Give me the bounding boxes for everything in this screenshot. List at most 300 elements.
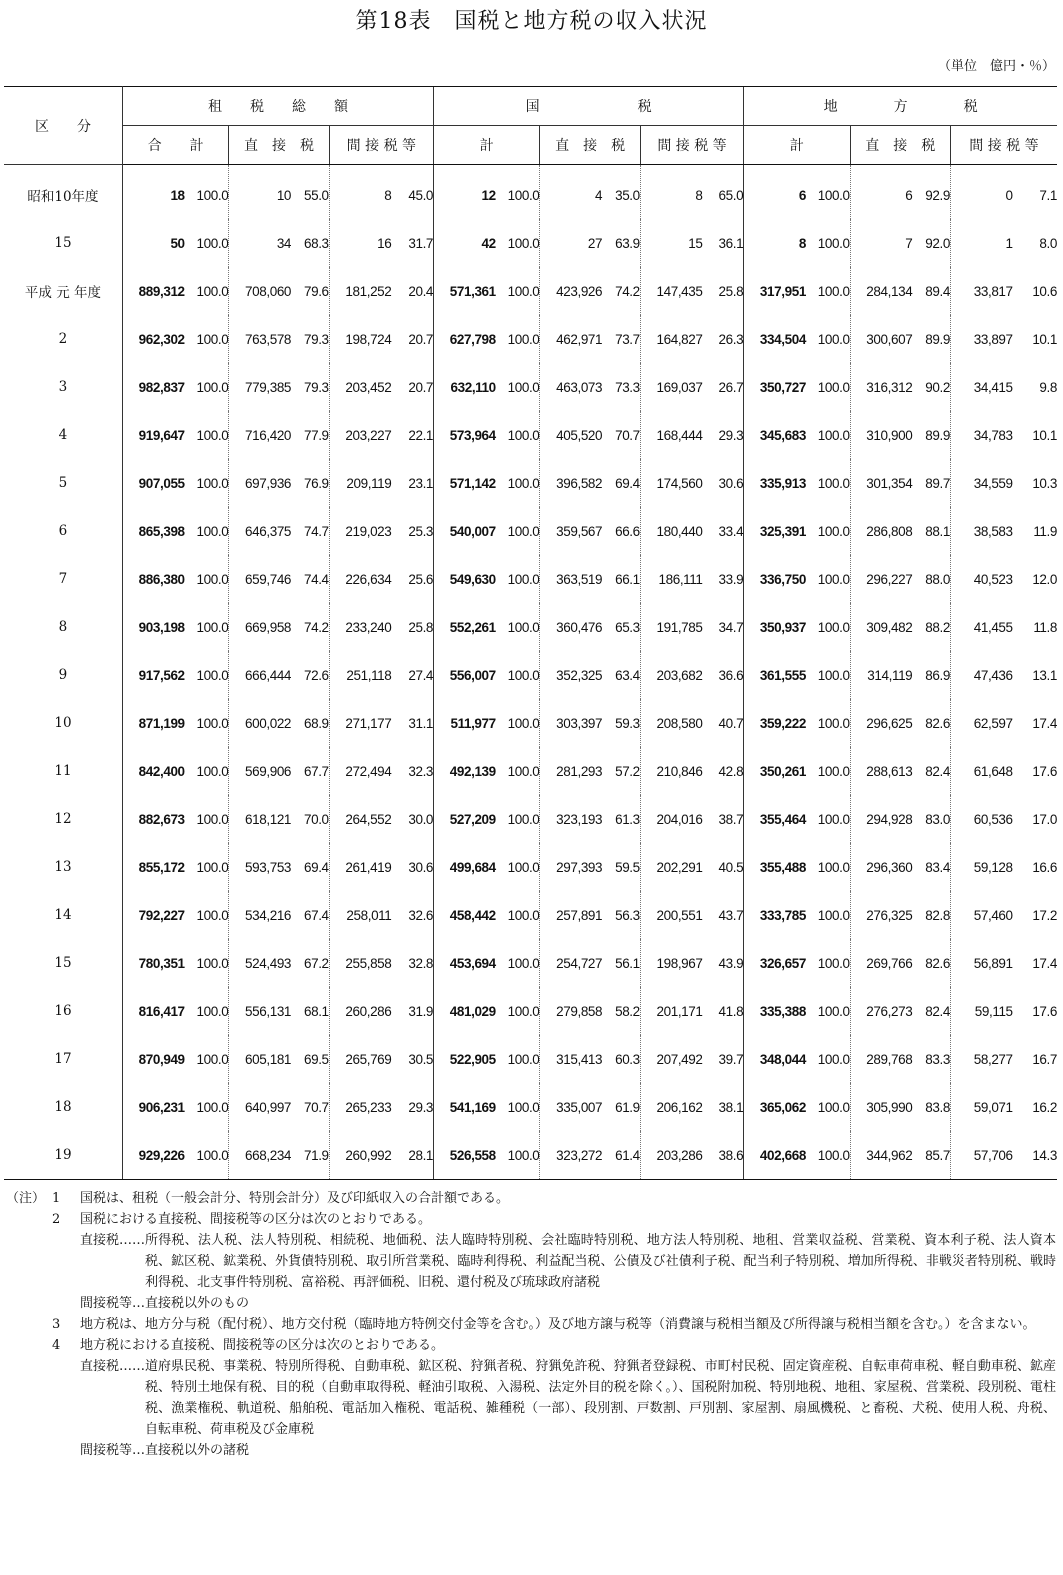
cell-total-direct-pct: 79.6 (303, 283, 329, 299)
cell-national-direct-pct: 58.2 (615, 1003, 640, 1019)
cell-total-indirect-pct: 23.1 (408, 475, 434, 491)
cell-local-indirect-pct: 11.9 (1033, 523, 1057, 539)
cell-total-sum: 906,231 (138, 1099, 185, 1115)
cell-national-indirect-pct: 34.7 (718, 619, 744, 635)
cell-national-direct-pct: 61.3 (615, 811, 640, 827)
header-kubun: 区 分 (4, 87, 122, 165)
cell-national-direct-pct: 61.9 (615, 1099, 640, 1115)
cell-total-indirect-pct: 31.7 (408, 235, 434, 251)
cell-total-sum-pct: 100.0 (196, 331, 229, 347)
cell-local-direct: 294,928 (850, 795, 912, 843)
cell-total-sum: 865,398 (138, 523, 185, 539)
cell-local-direct-pct: 89.9 (925, 427, 950, 443)
header-local-indirect: 間 接 税 等 (950, 126, 1057, 165)
cell-local-direct-pct: 89.7 (925, 475, 950, 491)
cell-national-sum-pct: 100.0 (507, 427, 540, 443)
cell-local-direct: 7 (850, 219, 912, 267)
cell-national-sum: 571,142 (434, 459, 496, 507)
cell-total-direct: 593,753 (229, 843, 291, 891)
cell-national-sum: 453,694 (434, 939, 496, 987)
cell-local-sum-pct: 100.0 (817, 1099, 850, 1115)
cell-total-direct: 605,181 (229, 1035, 291, 1083)
cell-total-indirect-pct: 31.9 (408, 1003, 434, 1019)
table-row (4, 459, 1057, 507)
cell-national-direct-pct: 60.3 (615, 1051, 640, 1067)
cell-local-direct: 288,613 (850, 747, 912, 795)
cell-local-sum: 402,668 (744, 1131, 806, 1180)
cell-local-indirect: 40,523 (950, 555, 1012, 603)
row-label: 昭和10年度 (4, 165, 122, 220)
cell-national-direct: 335,007 (540, 1083, 602, 1131)
cell-national-direct-pct: 59.3 (615, 715, 640, 731)
cell-total-direct: 10 (229, 165, 291, 220)
cell-national-direct-pct: 70.7 (615, 427, 640, 443)
cell-local-indirect-pct: 17.0 (1032, 811, 1057, 827)
cell-total-indirect: 226,634 (329, 555, 391, 603)
cell-local-direct: 286,808 (850, 507, 912, 555)
cell-local-indirect: 62,597 (950, 699, 1012, 747)
cell-total-direct: 640,997 (229, 1083, 291, 1131)
row-label: 15 (4, 939, 122, 987)
cell-local-sum: 365,062 (744, 1083, 806, 1131)
cell-local-sum-pct: 100.0 (817, 763, 850, 779)
cell-national-direct-pct: 56.3 (615, 907, 640, 923)
cell-total-direct: 569,906 (229, 747, 291, 795)
cell-national-indirect: 164,827 (640, 315, 702, 363)
cell-national-indirect-pct: 43.7 (718, 907, 744, 923)
cell-national-sum: 556,007 (434, 651, 496, 699)
cell-local-sum-pct: 100.0 (817, 331, 850, 347)
cell-total-indirect-pct: 20.4 (408, 283, 434, 299)
table-row (4, 315, 1057, 363)
cell-national-sum: 511,977 (434, 699, 496, 747)
cell-national-sum-pct: 100.0 (507, 475, 540, 491)
row-label: 12 (4, 795, 122, 843)
cell-local-indirect: 57,460 (950, 891, 1012, 939)
cell-local-direct-pct: 85.7 (912, 1131, 950, 1180)
cell-local-indirect-pct: 17.6 (1032, 1003, 1057, 1019)
cell-total-sum: 917,562 (138, 667, 185, 683)
cell-national-indirect-pct: 33.4 (718, 523, 744, 539)
cell-local-indirect-pct: 10.6 (1032, 283, 1057, 299)
cell-national-direct: 323,272 (540, 1131, 602, 1180)
cell-national-indirect-pct: 42.8 (718, 763, 744, 779)
cell-local-direct: 305,990 (850, 1083, 912, 1131)
cell-local-indirect: 41,455 (950, 603, 1012, 651)
cell-national-direct: 352,325 (540, 651, 602, 699)
cell-national-indirect: 204,016 (640, 795, 702, 843)
cell-total-sum-pct: 100.0 (196, 715, 229, 731)
cell-total-indirect: 261,419 (329, 843, 391, 891)
cell-total-direct: 534,216 (229, 891, 291, 939)
cell-total-indirect-pct: 30.6 (408, 859, 434, 875)
unit-label: （単位 億円・％） (937, 59, 1055, 74)
cell-local-indirect-pct: 10.1 (1032, 331, 1057, 347)
cell-total-sum: 780,351 (138, 955, 185, 971)
cell-national-indirect-pct: 43.9 (718, 955, 744, 971)
cell-total-indirect-pct: 27.4 (408, 667, 434, 683)
cell-local-sum-pct: 100.0 (817, 283, 850, 299)
cell-total-indirect: 181,252 (329, 267, 391, 315)
cell-total-sum: 882,673 (138, 811, 185, 827)
cell-local-direct: 310,900 (850, 411, 912, 459)
cell-national-sum: 492,139 (434, 747, 496, 795)
header-total-sum: 合 計 (122, 126, 228, 165)
cell-local-direct-pct: 82.4 (925, 1003, 950, 1019)
cell-local-direct-pct: 83.4 (925, 859, 950, 875)
cell-national-direct-pct: 56.1 (615, 955, 640, 971)
cell-total-sum: 962,302 (138, 331, 185, 347)
row-label: 18 (4, 1083, 122, 1131)
cell-total-direct: 716,420 (229, 411, 291, 459)
cell-local-direct: 309,482 (850, 603, 912, 651)
table-row (4, 747, 1057, 795)
cell-local-indirect: 34,783 (950, 411, 1012, 459)
cell-local-sum-pct: 100.0 (817, 859, 850, 875)
cell-total-sum: 50 (170, 235, 185, 251)
cell-national-direct-pct: 74.2 (615, 283, 640, 299)
cell-total-indirect: 272,494 (329, 747, 391, 795)
cell-national-indirect-pct: 36.1 (718, 235, 744, 251)
cell-local-indirect: 59,115 (950, 987, 1012, 1035)
cell-total-indirect-pct: 32.6 (408, 907, 434, 923)
cell-national-sum-pct: 100.0 (507, 619, 540, 635)
row-label: 17 (4, 1035, 122, 1083)
notes-mark: （注） (6, 1191, 46, 1206)
cell-total-indirect-pct: 45.0 (408, 187, 434, 203)
cell-total-indirect-pct: 30.5 (408, 1051, 434, 1067)
cell-national-sum: 527,209 (434, 795, 496, 843)
cell-local-sum: 335,913 (744, 459, 806, 507)
cell-local-direct: 316,312 (850, 363, 912, 411)
cell-local-indirect: 34,415 (950, 363, 1012, 411)
cell-local-indirect: 34,559 (950, 459, 1012, 507)
table-row (4, 795, 1057, 843)
cell-total-indirect: 265,769 (329, 1035, 391, 1083)
cell-total-indirect: 265,233 (329, 1083, 391, 1131)
cell-local-indirect: 59,128 (950, 843, 1012, 891)
note-4-direct-heading: 直接税…… (80, 1359, 146, 1374)
cell-national-direct: 297,393 (540, 843, 602, 891)
cell-local-indirect: 61,648 (950, 747, 1012, 795)
cell-national-sum-pct: 100.0 (507, 763, 540, 779)
cell-total-sum-pct: 100.0 (196, 1051, 229, 1067)
cell-local-sum-pct: 100.0 (817, 1003, 850, 1019)
cell-total-sum-pct: 100.0 (196, 667, 229, 683)
cell-national-sum-pct: 100.0 (507, 331, 540, 347)
cell-national-direct: 462,971 (540, 315, 602, 363)
table-row (4, 363, 1057, 411)
cell-total-indirect: 203,452 (329, 363, 391, 411)
cell-national-direct-pct: 69.4 (615, 475, 640, 491)
cell-national-sum-pct: 100.0 (507, 811, 540, 827)
cell-local-direct-pct: 83.0 (925, 811, 950, 827)
cell-total-direct-pct: 67.4 (303, 907, 329, 923)
cell-local-indirect-pct: 17.4 (1032, 955, 1057, 971)
table-row (4, 939, 1057, 987)
cell-national-indirect-pct: 25.8 (718, 283, 744, 299)
table-row (4, 219, 1057, 267)
cell-local-direct: 300,607 (850, 315, 912, 363)
cell-local-direct-pct: 88.1 (925, 523, 950, 539)
cell-total-direct-pct: 79.3 (303, 331, 329, 347)
cell-total-direct-pct: 72.6 (303, 667, 329, 683)
cell-national-direct-pct: 57.2 (615, 763, 640, 779)
cell-local-direct-pct: 92.9 (925, 187, 950, 203)
cell-local-indirect-pct: 16.6 (1032, 859, 1057, 875)
cell-total-direct: 669,958 (229, 603, 291, 651)
header-group-total: 租 税 総 額 (122, 87, 433, 126)
note-2-direct-heading: 直接税…… (80, 1233, 146, 1248)
cell-national-indirect: 15 (640, 219, 702, 267)
cell-total-sum-pct: 100.0 (196, 379, 229, 395)
cell-total-sum: 855,172 (138, 859, 185, 875)
row-label: 2 (4, 315, 122, 363)
cell-total-direct: 668,234 (229, 1131, 291, 1180)
header-national-direct: 直 接 税 (540, 126, 640, 165)
cell-local-sum-pct: 100.0 (806, 1131, 850, 1180)
cell-local-sum-pct: 100.0 (817, 811, 850, 827)
row-label: 5 (4, 459, 122, 507)
cell-total-direct: 34 (229, 219, 291, 267)
cell-national-sum: 540,007 (434, 507, 496, 555)
cell-national-indirect: 203,682 (640, 651, 702, 699)
cell-total-indirect-pct: 32.3 (408, 763, 434, 779)
cell-national-sum: 12 (434, 165, 496, 220)
cell-total-indirect-pct: 28.1 (391, 1131, 433, 1180)
cell-local-sum-pct: 100.0 (817, 1051, 850, 1067)
cell-total-direct: 556,131 (229, 987, 291, 1035)
cell-national-indirect: 186,111 (640, 555, 702, 603)
cell-national-sum-pct: 100.0 (507, 283, 540, 299)
cell-local-sum: 350,727 (744, 363, 806, 411)
cell-local-indirect-pct: 12.0 (1032, 571, 1057, 587)
cell-national-indirect-pct: 38.6 (703, 1131, 744, 1180)
cell-total-indirect: 271,177 (329, 699, 391, 747)
cell-local-sum-pct: 100.0 (817, 667, 850, 683)
cell-local-direct: 301,354 (850, 459, 912, 507)
cell-local-sum: 355,464 (744, 795, 806, 843)
cell-total-indirect: 219,023 (329, 507, 391, 555)
cell-local-indirect: 58,277 (950, 1035, 1012, 1083)
cell-local-indirect-pct: 9.8 (1039, 379, 1057, 395)
cell-national-direct-pct: 66.1 (615, 571, 640, 587)
cell-total-sum-pct: 100.0 (196, 619, 229, 635)
cell-national-direct: 279,858 (540, 987, 602, 1035)
cell-national-direct: 423,926 (540, 267, 602, 315)
row-label: 7 (4, 555, 122, 603)
cell-local-indirect: 38,583 (950, 507, 1012, 555)
cell-national-indirect: 191,785 (640, 603, 702, 651)
cell-total-direct: 646,375 (229, 507, 291, 555)
cell-total-indirect-pct: 25.8 (408, 619, 434, 635)
cell-local-sum-pct: 100.0 (817, 523, 850, 539)
cell-local-indirect-pct: 11.8 (1033, 619, 1057, 635)
cell-local-direct-pct: 88.2 (925, 619, 950, 635)
cell-national-direct-pct: 61.4 (602, 1131, 640, 1180)
cell-total-sum: 929,226 (122, 1131, 184, 1180)
cell-national-direct: 405,520 (540, 411, 602, 459)
cell-national-indirect-pct: 40.5 (718, 859, 744, 875)
table-row (4, 843, 1057, 891)
cell-national-direct: 363,519 (540, 555, 602, 603)
cell-total-sum-pct: 100.0 (196, 283, 229, 299)
cell-local-direct-pct: 82.8 (925, 907, 950, 923)
cell-total-sum: 842,400 (138, 763, 185, 779)
cell-national-direct: 463,073 (540, 363, 602, 411)
cell-local-sum-pct: 100.0 (817, 187, 850, 203)
cell-national-indirect-pct: 39.7 (718, 1051, 744, 1067)
cell-local-direct-pct: 83.8 (925, 1099, 950, 1115)
cell-national-direct: 281,293 (540, 747, 602, 795)
cell-national-direct: 257,891 (540, 891, 602, 939)
cell-local-direct: 269,766 (850, 939, 912, 987)
cell-national-sum-pct: 100.0 (507, 859, 540, 875)
cell-national-sum: 549,630 (434, 555, 496, 603)
row-label: 3 (4, 363, 122, 411)
cell-local-direct-pct: 92.0 (925, 235, 950, 251)
cell-local-indirect-pct: 8.0 (1039, 235, 1057, 251)
cell-national-indirect-pct: 38.1 (718, 1099, 744, 1115)
cell-local-sum-pct: 100.0 (817, 907, 850, 923)
cell-local-indirect: 33,817 (950, 267, 1012, 315)
cell-national-indirect: 201,171 (640, 987, 702, 1035)
cell-local-indirect-pct: 10.3 (1032, 475, 1057, 491)
row-label: 4 (4, 411, 122, 459)
cell-total-direct: 708,060 (229, 267, 291, 315)
cell-local-sum: 335,388 (744, 987, 806, 1035)
note-2-number: 2 (52, 1212, 61, 1227)
cell-national-indirect: 207,492 (640, 1035, 702, 1083)
cell-total-direct: 779,385 (229, 363, 291, 411)
cell-national-sum-pct: 100.0 (507, 1051, 540, 1067)
cell-local-sum: 336,750 (744, 555, 806, 603)
cell-total-direct-pct: 79.3 (303, 379, 329, 395)
cell-local-direct-pct: 83.3 (925, 1051, 950, 1067)
row-label: 8 (4, 603, 122, 651)
tax-revenue-table (4, 86, 1057, 1180)
cell-local-indirect-pct: 13.1 (1032, 667, 1057, 683)
cell-local-sum: 325,391 (744, 507, 806, 555)
cell-national-indirect-pct: 41.8 (718, 1003, 744, 1019)
cell-local-indirect-pct: 17.6 (1032, 763, 1057, 779)
cell-local-direct-pct: 89.4 (925, 283, 950, 299)
cell-local-direct: 6 (850, 165, 912, 220)
cell-total-sum-pct: 100.0 (196, 1099, 229, 1115)
cell-national-indirect-pct: 29.3 (718, 427, 744, 443)
cell-total-direct-pct: 69.5 (303, 1051, 329, 1067)
cell-total-sum-pct: 100.0 (196, 907, 229, 923)
row-label: 19 (4, 1131, 122, 1180)
cell-total-indirect: 203,227 (329, 411, 391, 459)
cell-total-direct-pct: 74.7 (303, 523, 329, 539)
cell-total-direct-pct: 70.0 (303, 811, 329, 827)
table-row (4, 699, 1057, 747)
cell-national-direct: 396,582 (540, 459, 602, 507)
cell-national-sum-pct: 100.0 (507, 715, 540, 731)
cell-local-sum: 355,488 (744, 843, 806, 891)
note-4-indirect: 間接税等…直接税以外の諸税 (80, 1443, 250, 1458)
cell-total-sum-pct: 100.0 (196, 1003, 229, 1019)
header-local-direct: 直 接 税 (850, 126, 950, 165)
cell-local-direct-pct: 82.4 (925, 763, 950, 779)
header-group-local: 地 方 税 (744, 87, 1057, 126)
cell-total-indirect-pct: 32.8 (408, 955, 434, 971)
cell-local-sum-pct: 100.0 (817, 379, 850, 395)
cell-local-indirect-pct: 7.1 (1039, 187, 1057, 203)
cell-national-sum-pct: 100.0 (507, 667, 540, 683)
cell-national-indirect-pct: 30.6 (718, 475, 744, 491)
cell-national-direct: 323,193 (540, 795, 602, 843)
cell-national-sum-pct: 100.0 (507, 1099, 540, 1115)
cell-national-sum-pct: 100.0 (507, 571, 540, 587)
cell-local-indirect-pct: 17.2 (1032, 907, 1057, 923)
cell-local-direct: 289,768 (850, 1035, 912, 1083)
cell-total-direct: 600,022 (229, 699, 291, 747)
cell-local-sum: 8 (744, 219, 806, 267)
cell-total-direct-pct: 67.7 (303, 763, 329, 779)
table-body (4, 165, 1057, 1180)
cell-local-indirect: 0 (950, 165, 1012, 220)
cell-national-indirect: 168,444 (640, 411, 702, 459)
cell-total-direct: 618,121 (229, 795, 291, 843)
cell-total-indirect-pct: 22.1 (408, 427, 434, 443)
cell-national-indirect: 203,286 (640, 1131, 702, 1180)
cell-national-indirect-pct: 26.7 (718, 379, 744, 395)
cell-total-indirect: 264,552 (329, 795, 391, 843)
cell-national-indirect-pct: 40.7 (718, 715, 744, 731)
cell-total-direct-pct: 71.9 (291, 1131, 329, 1180)
cell-total-indirect-pct: 25.3 (408, 523, 434, 539)
cell-national-direct-pct: 65.3 (615, 619, 640, 635)
cell-total-direct: 697,936 (229, 459, 291, 507)
cell-local-sum-pct: 100.0 (817, 955, 850, 971)
cell-total-direct-pct: 68.9 (303, 715, 329, 731)
cell-total-sum-pct: 100.0 (196, 955, 229, 971)
cell-national-sum: 627,798 (434, 315, 496, 363)
note-4-direct-list: 道府県民税、事業税、特別所得税、自動車税、鉱区税、狩猟者税、狩猟免許税、狩猟者登録税、市町村民税、固定資産税、自転車荷車税、軽自動車税、鉱産税、特別土地保有税、目的税（自動車取得税、軽油引取税、入湯税、法定外目的税を除く。）、国税附加税、特別地税、地租、家屋税、営業税、段別税、電柱税、漁業権税、軌道税、船舶税、電話加入権税、電話税、雑種税（一部）、段別割、戸数割、戸別割、家屋割、扇風機税、と畜税、犬税、使用人税、舟税、自転車税、荷車税及び金庫税 (145, 1359, 1056, 1437)
cell-total-sum-pct: 100.0 (196, 571, 229, 587)
cell-national-sum: 571,361 (434, 267, 496, 315)
cell-total-indirect-pct: 30.0 (408, 811, 434, 827)
cell-local-indirect: 47,436 (950, 651, 1012, 699)
page-title: 第18表 国税と地方税の収入状況 (355, 9, 708, 34)
cell-total-direct-pct: 68.3 (303, 235, 329, 251)
cell-local-sum: 317,951 (744, 267, 806, 315)
cell-national-direct-pct: 66.6 (615, 523, 640, 539)
row-label: 11 (4, 747, 122, 795)
note-1-text: 国税は、租税（一般会計分、特別会計分）及び印紙収入の合計額である。 (80, 1191, 510, 1206)
cell-total-sum-pct: 100.0 (196, 859, 229, 875)
cell-national-direct: 360,476 (540, 603, 602, 651)
cell-national-direct: 4 (540, 165, 602, 220)
cell-national-direct-pct: 63.4 (615, 667, 640, 683)
note-4-number: 4 (52, 1338, 61, 1353)
cell-national-indirect-pct: 65.0 (718, 187, 744, 203)
cell-national-indirect: 200,551 (640, 891, 702, 939)
cell-local-direct-pct: 86.9 (925, 667, 950, 683)
note-1-number: 1 (52, 1191, 61, 1206)
cell-total-sum-pct: 100.0 (185, 1131, 229, 1180)
cell-local-direct-pct: 82.6 (925, 955, 950, 971)
cell-total-sum: 889,312 (138, 283, 185, 299)
cell-national-indirect: 202,291 (640, 843, 702, 891)
cell-national-sum-pct: 100.0 (507, 379, 540, 395)
cell-total-sum-pct: 100.0 (196, 811, 229, 827)
cell-total-indirect-pct: 20.7 (408, 331, 434, 347)
cell-local-indirect: 60,536 (950, 795, 1012, 843)
cell-total-sum-pct: 100.0 (196, 763, 229, 779)
